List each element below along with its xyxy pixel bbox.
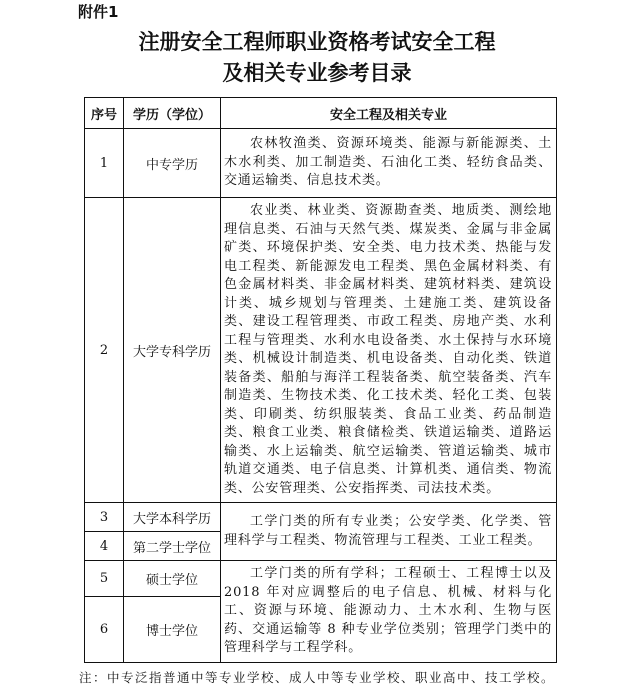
- table-row: [85, 503, 557, 532]
- table-row: [85, 129, 557, 198]
- table-row: [85, 198, 557, 503]
- row-degree: 中专学历: [124, 129, 221, 198]
- row-no: 3: [85, 503, 124, 532]
- page-title-line1: 注册安全工程师职业资格考试安全工程: [138, 30, 496, 54]
- row-degree: 博士学位: [124, 597, 221, 662]
- footnote: 注：中专泛指普通中等专业学校、成人中等专业学校、职业高中、技工学校。: [78, 669, 555, 685]
- row-majors: 农林牧渔类、资源环境类、能源与新能源类、土木水利类、加工制造类、石油化工类、轻纺食品类、交通运输类、信息技术类。: [221, 129, 557, 198]
- header-no: 序号: [85, 98, 124, 129]
- attachment-label: 附件1: [78, 3, 119, 21]
- majors-table: [84, 97, 557, 663]
- row-degree: 第二学士学位: [124, 532, 221, 561]
- page-title-line2: 及相关专业参考目录: [222, 61, 412, 85]
- row-majors: 工学门类的所有学科；工程硕士、工程博士以及 2018 年对应调整后的电子信息、机械、材料与化工、资源与环境、能源动力、土木水利、生物与医药、交通运输等 8 种专业学位类别；管理学门类中的管理科学与工程学科。: [221, 561, 557, 663]
- table-header-row: [85, 98, 557, 129]
- row-no: 4: [85, 532, 124, 561]
- row-degree: 大学专科学历: [124, 198, 221, 503]
- row-no: 5: [85, 561, 124, 597]
- header-majors: 安全工程及相关专业: [221, 98, 557, 129]
- row-no: 6: [85, 597, 124, 662]
- row-majors: 工学门类的所有专业类；公安学类、化学类、管理科学与工程类、物流管理与工程类、工业工程类。: [221, 503, 557, 561]
- row-no: 1: [85, 129, 124, 198]
- row-degree: 大学本科学历: [124, 503, 221, 532]
- row-degree: 硕士学位: [124, 561, 221, 597]
- table-row: [85, 561, 557, 597]
- row-majors: 农业类、林业类、资源勘查类、地质类、测绘地理信息类、石油与天然气类、煤炭类、金属与非金属矿类、环境保护类、安全类、电力技术类、热能与发电工程类、新能源发电工程类、黑色金属材料类、有色金属材料类、非金属材料类、建筑材料类、建筑设计类、城乡规划与管理类、土建施工类、建筑设备类、建设工程管理类、市政工程类、房地产类、水利工程与管理类、水利水电设备类、水土保持与水环境类、机械设计制造类、机电设备类、自动化类、铁道装备类、船舶与海洋工程装备类、航空装备类、汽车制造类、生物技术类、化工技术类、轻化工类、包装类、印刷类、纺织服装类、食品工业类、药品制造类、粮食工业类、粮食储检类、铁道运输类、道路运输类、水上运输类、航空运输类、管道运输类、城市轨道交通类、电子信息类、计算机类、通信类、物流类、公安管理类、公安指挥类、司法技术类。: [221, 198, 557, 503]
- header-degree: 学历（学位）: [124, 98, 221, 129]
- row-no: 2: [85, 198, 124, 503]
